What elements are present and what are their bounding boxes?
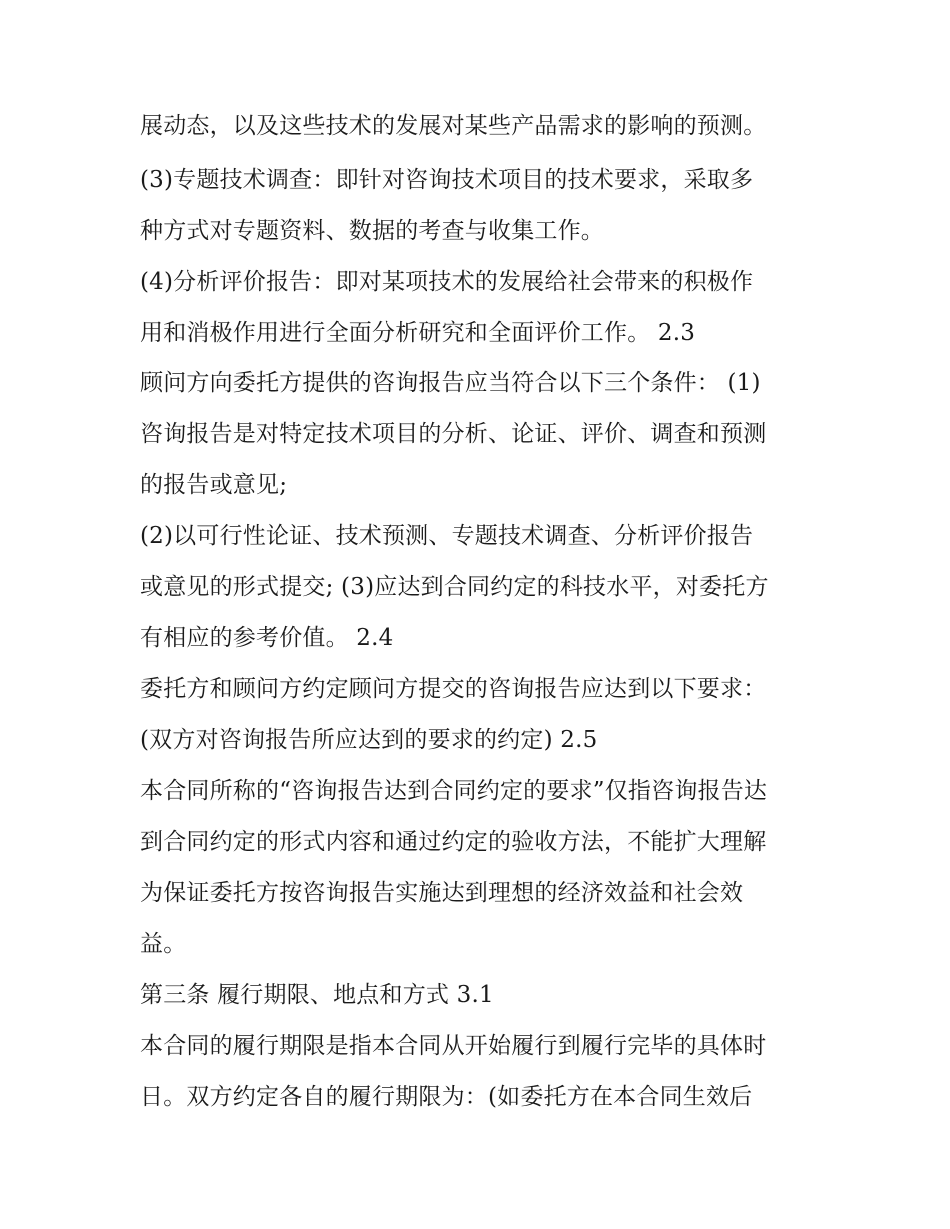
text-line: (2)以可行性论证、技术预测、专题技术调查、分析评价报告 <box>140 523 754 549</box>
text-line: 用和消极作用进行全面分析研究和全面评价工作。 2.3 <box>140 320 696 346</box>
text-line: 日。双方约定各自的履行期限为：(如委托方在本合同生效后 <box>140 1084 753 1110</box>
text-line: 委托方和顾问方约定顾问方提交的咨询报告应达到以下要求： <box>140 676 767 702</box>
text-line: (3)专题技术调查：即针对咨询技术项目的技术要求，采取多 <box>140 167 754 193</box>
text-line: 益。 <box>140 931 187 957</box>
text-line: 或意见的形式提交; (3)应达到合同约定的科技水平，对委托方 <box>140 574 769 600</box>
text-line: 本合同所称的“咨询报告达到合同约定的要求”仅指咨询报告达 <box>140 778 768 804</box>
text-line: 咨询报告是对特定技术项目的分析、论证、评价、调查和预测 <box>140 421 767 447</box>
text-line: 到合同约定的形式内容和通过约定的验收方法，不能扩大理解 <box>140 829 767 855</box>
text-line: 为保证委托方按咨询报告实施达到理想的经济效益和社会效 <box>140 880 744 906</box>
text-line: 顾问方向委托方提供的咨询报告应当符合以下三个条件： (1) <box>140 370 761 396</box>
text-line: 有相应的参考价值。 2.4 <box>140 625 394 651</box>
text-line: 种方式对专题资料、数据的考查与收集工作。 <box>140 218 604 244</box>
text-line: (双方对咨询报告所应达到的要求的约定) 2.5 <box>140 727 598 753</box>
text-line: (4)分析评价报告：即对某项技术的发展给社会带来的积极作 <box>140 269 754 295</box>
text-line: 的报告或意见; <box>140 472 288 498</box>
text-line: 第三条 履行期限、地点和方式 3.1 <box>140 982 494 1008</box>
text-line: 展动态，以及这些技术的发展对某些产品需求的影响的预测。 <box>140 113 767 139</box>
text-line: 本合同的履行期限是指本合同从开始履行到履行完毕的具体时 <box>140 1033 767 1059</box>
